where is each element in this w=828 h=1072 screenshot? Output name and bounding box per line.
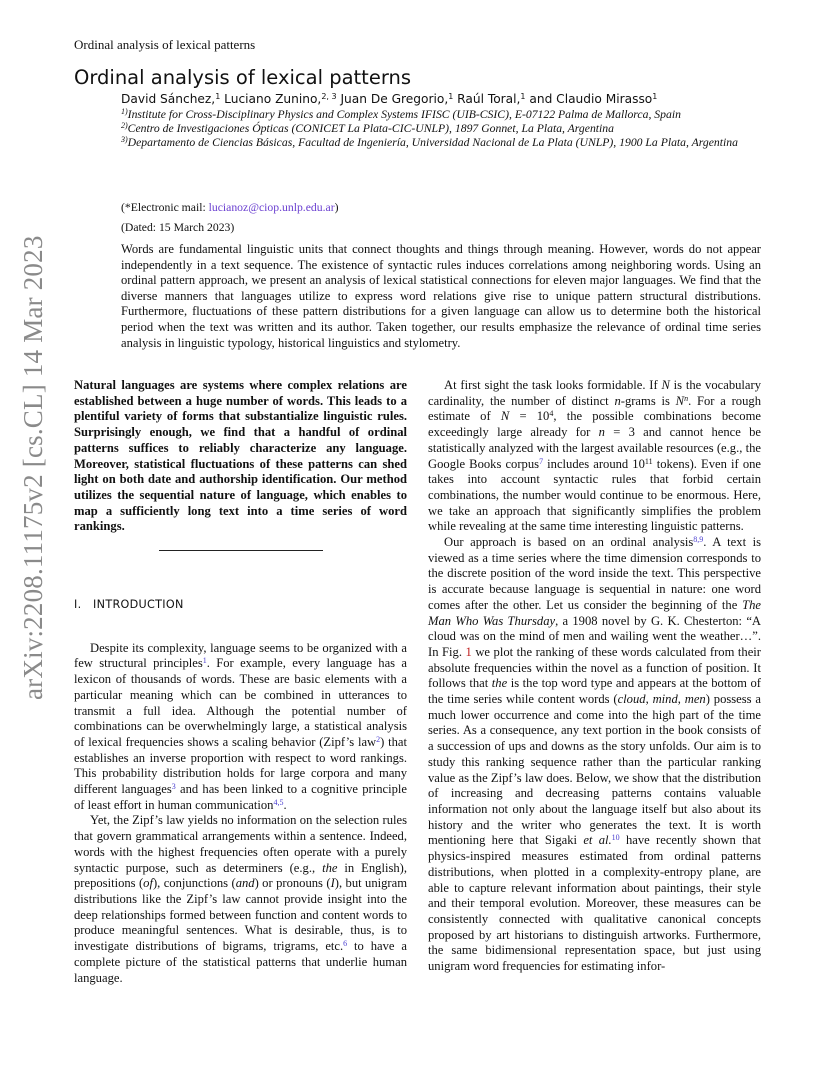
- author-name: and Claudio Mirasso: [529, 92, 653, 106]
- author-name: Raúl Toral,: [457, 92, 521, 106]
- arxiv-identifier: arXiv:2208.11175v2 [cs.CL] 14 Mar 2023: [18, 235, 48, 700]
- affiliations: [121, 108, 741, 151]
- separator-rule: [159, 550, 323, 551]
- citation-ref[interactable]: 4,5: [273, 797, 284, 807]
- figure-ref[interactable]: 1: [465, 644, 472, 659]
- author-name: Juan De Gregorio,: [340, 92, 449, 106]
- affiliation-3: $^{3)}$Departamento de Ciencias Básicas, Facultad de Ingeniería, Universidad Nacional de La Plata (UNLP), 1900 La Plata, Argentina: [121, 135, 738, 150]
- email-link[interactable]: lucianoz@ciop.unlp.edu.ar: [208, 201, 335, 214]
- left-column: [74, 378, 407, 986]
- running-head: Ordinal analysis of lexical patterns: [74, 37, 256, 52]
- abstract: Words are fundamental linguistic units that connect thoughts and things through meaning. However, words do not appear independently in a text sequence. The existence of syntactic rules induces correlations among neighboring words. Using an ordinal pattern approach, we present an analysis of lexical statistical connections for eleven major languages. We find that the diverse manners that languages utilize to express word relations give rise to unique pattern structural distributions. Furthermore, fluctuations of these pattern distributions for a given language can allow us to determine both the historical period when the text was written and its author. Taken together, our results emphasize the relevance of ordinal time series analysis in linguistic typology, historical linguistics and stylometry.: [121, 242, 761, 350]
- intro-paragraph-1: Despite its complexity, language seems to be organized with a few structural principles$^1$. For example, every language has a lexicon of thousands of words. These are basic elements with a particular meaning which can be combined in utterances to transmit a full idea. Although the potential number of combinations can be overwhelmingly large, a statistical analysis of lexical frequencies shows a scaling behavior (Zipf’s law$^2$) that establishes an inverse proportion with respect to word rankings. This probability distribution holds for large corpora and many different languages$^3$ and has been linked to a cognitive principle of least effort in human communication$^{4,5}$.: [74, 640, 407, 812]
- citation-ref[interactable]: 8,9: [693, 535, 704, 545]
- lead-paragraph: Natural languages are systems where complex relations are established between a huge number of words. This leads to a plentiful variety of forms that substantialize linguistic rules. Surprisingly enough, we find that a handful of ordinal patterns suffices to reliably characterize any language. Moreover, statistical fluctuations of these patterns can shed light on both date and authorship identification. Our method utilizes the sequential nature of language, which enables to map a sufficiently long text into a time series of word rankings.: [74, 378, 407, 534]
- citation-ref[interactable]: 6: [343, 939, 348, 949]
- citation-ref[interactable]: 3: [171, 782, 176, 792]
- citation-ref[interactable]: 1: [202, 656, 207, 666]
- citation-ref[interactable]: 2: [376, 734, 381, 744]
- citation-ref[interactable]: 7: [539, 456, 544, 466]
- author-name: Luciano Zunino,: [224, 92, 322, 106]
- affiliation-2: $^{2)}$Centro de Investigaciones Ópticas (CONICET La Plata-CIC-UNLP), 1897 Gonnet, La Plata, Argentina: [121, 121, 614, 136]
- section-heading: I. INTRODUCTION: [74, 598, 184, 612]
- author-list: David Sánchez,$^1$ Luciano Zunino,$^{2, 3}$ Juan De Gregorio,$^1$ Raúl Toral,$^1$ and Claudio Mirasso$^1$: [121, 92, 658, 106]
- intro-paragraph-4: Our approach is based on an ordinal analysis$^{8,9}$. A text is viewed as a time series where the time dimension corresponds to the discrete position of the word inside the text. This perspective is accurate because language is sequential in nature: one word comes after the other. Let us consider the beginning of the The Man Who Was Thursday, a 1908 novel by G. K. Chesterton: “A cloud was on the mind of men and wailing went the weather…”. In Fig. 1 we plot the ranking of these words calculated from their absolute frequencies within the novel as a function of position. It follows that the is the top word type and appears at the bottom of the time series while content words (cloud, mind, men) possess a much lower occurrence and come into the high part of the time series. As a consequence, any text portion in the book consists of a succession of ups and downs as the story unfolds. Our aim is to study this ranking sequence rather than the particular ranking value as the Zipf’s law does. Below, we show that the distribution of increasing and decreasing patterns contains valuable information not only about the language itself but also about its history and the writer who generates the text. It is worth mentioning here that Sigaki et al.$^{10}$ have recently shown that physics-inspired measures estimated from ordinal patterns distributions, when plotted in a complexity-entropy plane, are able to capture relevant information about paintings, their style and their temporal evolution. Moreover, these measures can be consistently connected with qualitative canonical concepts proposed by art historians to distinguish artworks. Furthermore, the same bidimensional representation space, but just using unigram word frequencies for estimating infor-: [428, 535, 762, 974]
- right-column: [428, 378, 761, 975]
- date-line: (Dated: 15 March 2023): [121, 221, 235, 234]
- author-name: David Sánchez,: [121, 92, 216, 106]
- intro-paragraph-3: At first sight the task looks formidable. If N is the vocabulary cardinality, the number of distinct n-grams is $N^n$. For a rough estimate of $N = 10^4$, the possible combinations become exceedingly large already for n = 3 and cannot hence be statistically analyzed with the largest available resources (e.g., the Google Books corpus$^7$ includes around $10^{11}$ tokens). Even if one takes into account syntactic rules that forbid certain combinations, the number would continue to be enormous. Here, we take an approach that significantly simplifies the problem while revealing at the same time interesting linguistic patterns.: [428, 378, 762, 534]
- affiliation-1: $^{1)}$Institute for Cross-Disciplinary Physics and Complex Systems IFISC (UIB-CSIC), E-07122 Palma de Mallorca, Spain: [121, 107, 681, 121]
- paper-title: Ordinal analysis of lexical patterns: [74, 66, 412, 89]
- corresponding-email: (*Electronic mail: lucianoz@ciop.unlp.edu.ar): [121, 201, 339, 214]
- citation-ref[interactable]: 10: [611, 833, 620, 843]
- intro-paragraph-2: Yet, the Zipf’s law yields no information on the selection rules that govern grammatical arrangements within a sentence. Indeed, words with the highest frequencies often operate with a purely syntactic purpose, such as determiners (e.g., the in English), prepositions (of), conjunctions (and) or pronouns (I), but unigram distributions like the Zipf’s law cannot provide insight into the deep relationships formed between function and content words to produce meaningful sentences. What is desirable, thus, is to investigate distributions of bigrams, trigrams, etc.$^6$ to have a complete picture of the statistical patterns that underlie human language.: [74, 813, 408, 985]
